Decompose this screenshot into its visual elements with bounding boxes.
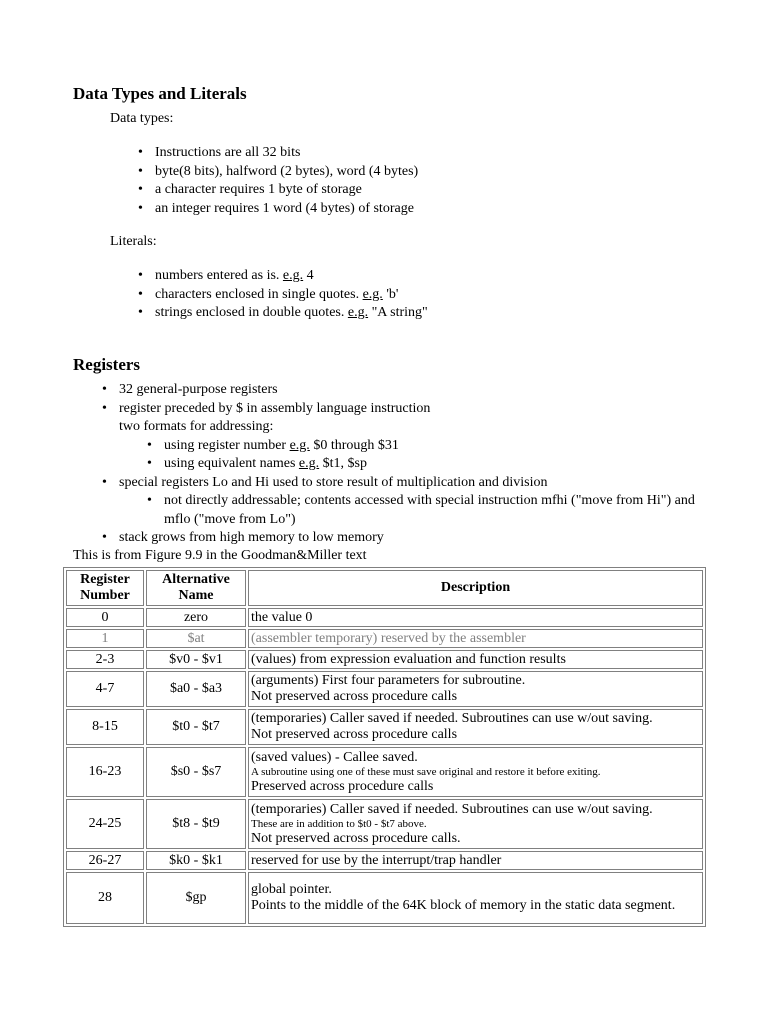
table-row — [66, 799, 703, 849]
description-line: Preserved across procedure calls — [251, 778, 434, 794]
data-types-list — [155, 144, 418, 218]
literal-example: 4 — [303, 268, 314, 283]
description-line: Not preserved across procedure calls — [251, 727, 458, 742]
list-item: • 32 general-purpose registers — [119, 381, 719, 400]
table-row — [66, 747, 703, 797]
table-row — [66, 851, 703, 870]
list-item — [119, 400, 719, 474]
register-name: $at — [146, 629, 246, 648]
description-line: Not preserved across procedure calls. — [251, 830, 461, 846]
data-types-label: Data types: — [110, 111, 174, 126]
sublist — [164, 437, 719, 474]
register-table — [63, 567, 706, 927]
sublist-example: $t1, $sp — [319, 456, 367, 471]
table-header-row — [66, 570, 703, 606]
eg-abbrev: e.g. — [289, 437, 310, 453]
sublist-text: using register number — [164, 437, 290, 453]
register-number: 0 — [66, 608, 144, 627]
register-description: (assembler temporary) reserved by the assembler — [248, 629, 703, 648]
register-number: 2-3 — [66, 650, 144, 669]
list-item — [155, 304, 428, 323]
eg-abbrev: e.g. — [298, 456, 320, 471]
register-number: 28 — [66, 872, 144, 924]
table-caption: This is from Figure 9.9 in the Goodman&Miller text — [73, 548, 367, 563]
register-name: zero — [146, 608, 246, 627]
header-alternative-name: Alternative Name — [146, 570, 246, 606]
list-item: • byte(8 bits), halfword (2 bytes), word (4 bytes) — [155, 163, 418, 182]
description-line: (saved values) - Callee saved. — [251, 749, 418, 765]
table-row — [66, 608, 703, 627]
register-name: $t8 - $t9 — [146, 799, 246, 849]
register-description: the value 0 — [248, 608, 703, 627]
description-line: (temporaries) Caller saved if needed. Subroutines can use w/out saving. — [251, 801, 653, 817]
sublist-example: $0 through $31 — [309, 437, 399, 453]
list-item-text: • register preceded by $ in assembly language instruction — [119, 400, 431, 416]
register-description — [248, 709, 703, 745]
eg-abbrev: e.g. — [282, 268, 304, 283]
list-item: • Instructions are all 32 bits — [155, 144, 418, 163]
description-note: A subroutine using one of these must save original and restore it before exiting. — [251, 765, 601, 778]
description-note: These are in addition to $t0 - $t7 above. — [251, 817, 427, 830]
sublist-item: • not directly addressable; contents accessed with special instruction mfhi ("move from Hi") and mflo ("move from Lo") — [164, 492, 704, 529]
register-number: 8-15 — [66, 709, 144, 745]
register-name: $s0 - $s7 — [146, 747, 246, 797]
description-line: (temporaries) Caller saved if needed. Subroutines can use w/out saving. — [251, 711, 653, 726]
register-description — [248, 747, 703, 797]
list-item — [155, 267, 428, 286]
eg-abbrev: e.g. — [347, 305, 369, 320]
sublist-text: using equivalent names — [164, 456, 299, 471]
literal-example: 'b' — [382, 286, 399, 302]
table-row — [66, 671, 703, 707]
sublist — [164, 492, 704, 529]
list-item — [155, 286, 428, 305]
literals-label: Literals: — [110, 234, 157, 249]
description-line: Points to the middle of the 64K block of memory in the static data segment. — [251, 898, 676, 913]
register-number: 24-25 — [66, 799, 144, 849]
sublist-item — [164, 437, 719, 456]
description-line: (arguments) First four parameters for subroutine. — [251, 673, 526, 688]
section-heading-registers: Registers — [73, 355, 141, 374]
table-row — [66, 650, 703, 669]
literal-text: characters enclosed in single quotes. — [155, 286, 363, 302]
sublist-item — [164, 455, 719, 474]
register-name: $gp — [146, 872, 246, 924]
description-line: Not preserved across procedure calls — [251, 689, 458, 704]
eg-abbrev: e.g. — [362, 286, 383, 302]
table-row — [66, 629, 703, 648]
register-description — [248, 799, 703, 849]
register-name: $t0 - $t7 — [146, 709, 246, 745]
literal-text: numbers entered as is. — [155, 268, 283, 283]
register-description: (values) from expression evaluation and function results — [248, 650, 703, 669]
register-number: 4-7 — [66, 671, 144, 707]
list-item: • stack grows from high memory to low memory — [119, 529, 719, 548]
header-register-number: Register Number — [66, 570, 144, 606]
list-item: • a character requires 1 byte of storage — [155, 181, 418, 200]
table-row — [66, 872, 703, 924]
register-number: 26-27 — [66, 851, 144, 870]
header-description: Description — [248, 570, 703, 606]
literal-example: "A string" — [368, 305, 428, 320]
list-item: • an integer requires 1 word (4 bytes) of storage — [155, 200, 418, 219]
register-name: $k0 - $k1 — [146, 851, 246, 870]
register-number: 1 — [66, 629, 144, 648]
register-description — [248, 872, 703, 924]
description-line: global pointer. — [251, 882, 332, 897]
register-number: 16-23 — [66, 747, 144, 797]
register-description — [248, 671, 703, 707]
literals-list — [155, 267, 428, 323]
register-name: $a0 - $a3 — [146, 671, 246, 707]
table-row — [66, 709, 703, 745]
literal-text: strings enclosed in double quotes. — [155, 305, 348, 320]
register-description: reserved for use by the interrupt/trap handler — [248, 851, 703, 870]
list-item — [119, 474, 719, 530]
section-heading-data-types: Data Types and Literals — [73, 84, 247, 103]
list-item-subtext: two formats for addressing: — [119, 419, 274, 434]
register-name: $v0 - $v1 — [146, 650, 246, 669]
registers-list — [119, 381, 719, 548]
list-item-text: • special registers Lo and Hi used to store result of multiplication and division — [119, 474, 548, 490]
